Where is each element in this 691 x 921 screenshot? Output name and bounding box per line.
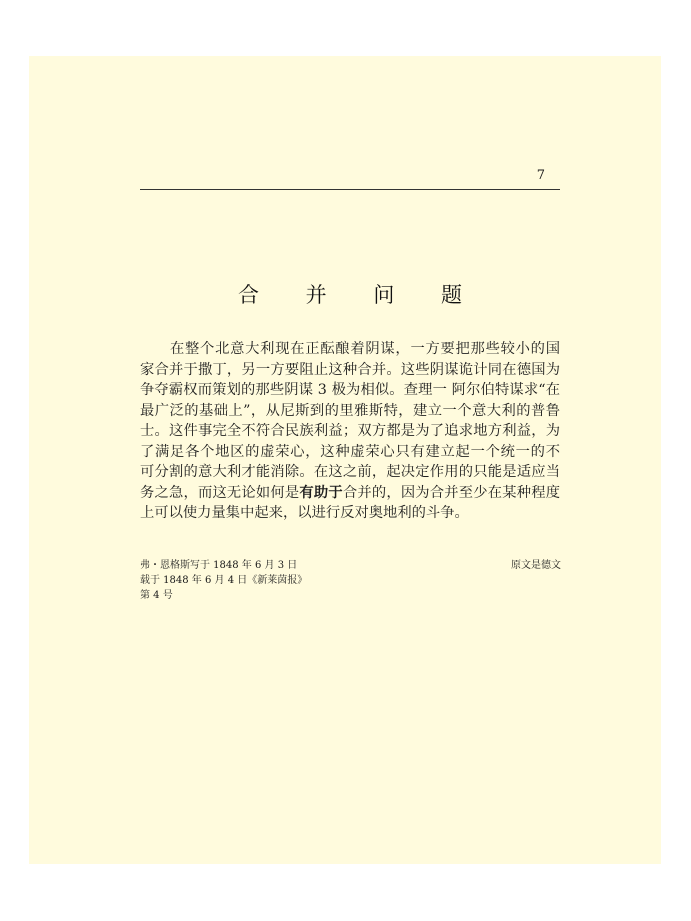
body-line-8-end: 合并的，因为合并至少在某种程度 <box>342 484 561 501</box>
page-number: 7 <box>536 168 545 183</box>
article-body <box>140 339 560 524</box>
original-language-note: 原文是德文 <box>511 560 561 571</box>
header-rule <box>140 189 560 190</box>
body-line-9: 上可以使力量集中起来，以进行反对奥地利的斗争。 <box>140 505 469 521</box>
body-line-8 <box>140 483 560 504</box>
source-note-line-3: 第 4 号 <box>140 590 173 601</box>
source-note-line-2: 载于 1848 年 6 月 4 日《新莱茵报》 <box>140 575 308 586</box>
source-note <box>140 558 440 603</box>
body-line-7: 可分割的意大利才能消除。在这之前，起决定作用的只能是适应当 <box>140 464 560 480</box>
body-line-4: 最广泛的基础上”，从尼斯到的里雅斯特，建立一个意大利的普鲁 <box>140 402 560 419</box>
body-line-2: 家合并于撒丁，另一方要阻止这种合并。这些阴谋诡计同在德国为 <box>140 361 560 378</box>
article-title: 合 并 问 题 <box>237 283 483 307</box>
source-note-line-1: 弗・恩格斯写于 1848 年 6 月 3 日 <box>140 560 298 571</box>
body-line-5: 士。这件事完全不符合民族利益；双方都是为了追求地方利益，为 <box>140 423 560 439</box>
body-line-6: 了满足各个地区的虚荣心，这种虚荣心只有建立起一个统一的不 <box>140 443 560 460</box>
bold-phrase: 有助于 <box>299 484 343 501</box>
body-line-8-start: 务之急，而这无论如何是 <box>140 484 300 501</box>
body-line-1: 在整个北意大利现在正酝酿着阴谋，一方要把那些较小的国 <box>170 341 560 357</box>
body-line-3: 争夺霸权而策划的那些阴谋 3 极为相似。查理一 阿尔伯特谋求“在 <box>140 382 560 398</box>
